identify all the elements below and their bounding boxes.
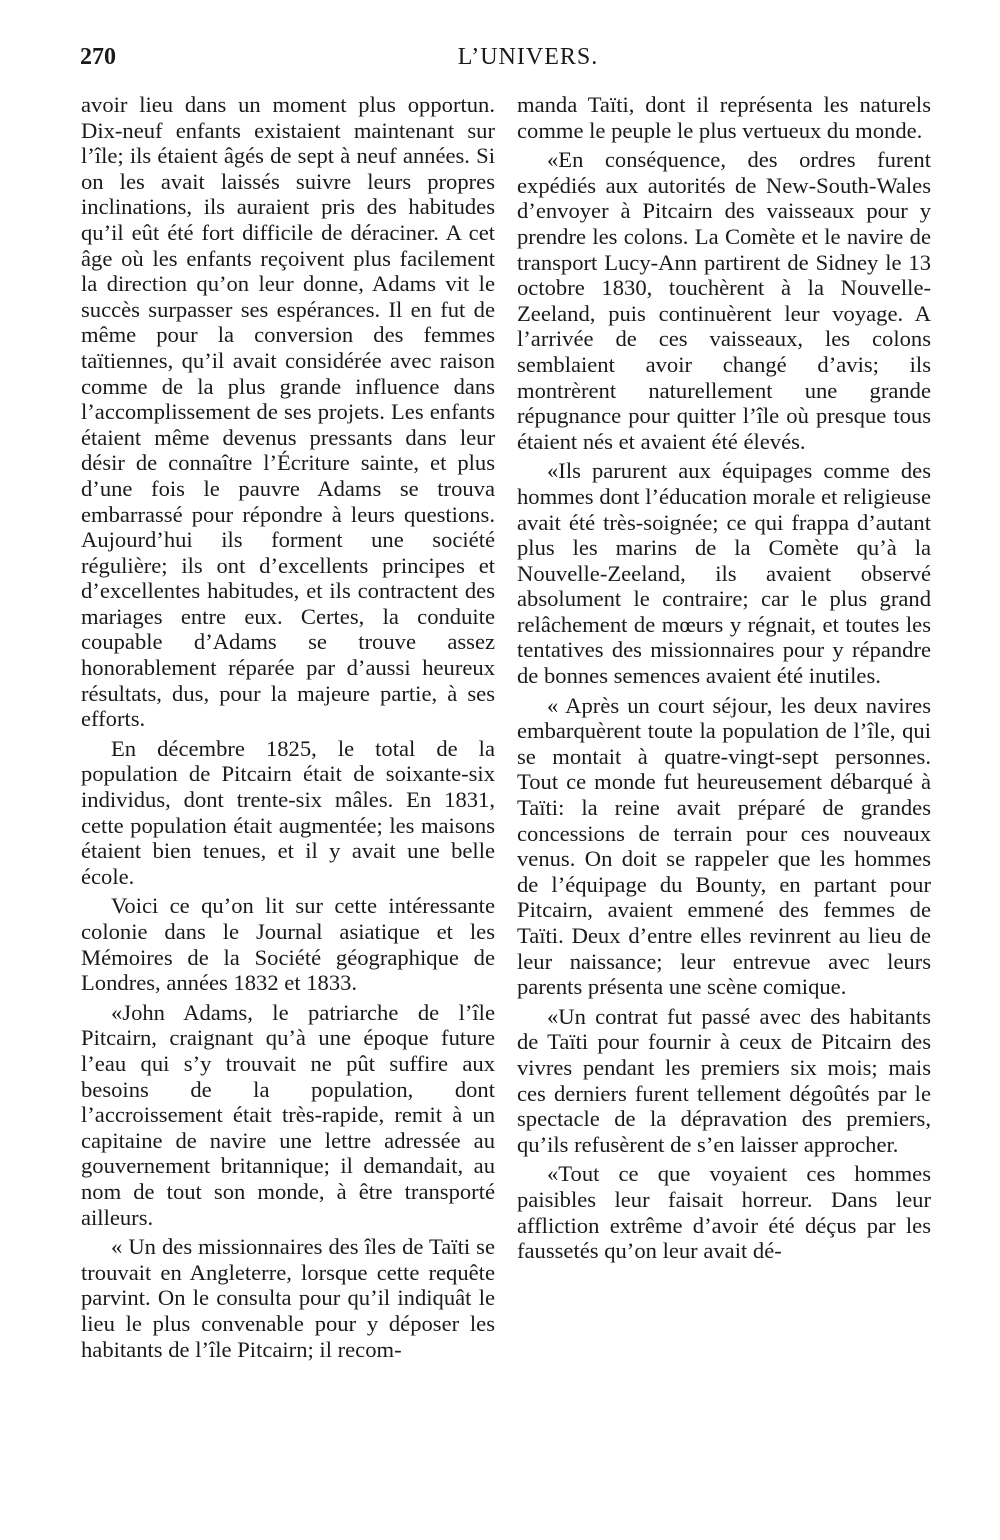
- paragraph: «Un contrat fut passé avec des habitants de Taïti pour fournir à ceux de Pitcairn des vivres pendant les premiers six mois; mais ces derniers furent tellement dégoûtés par le spectacle de la dépravation des premiers, qu’ils refusèrent de s’en laisser approcher.: [517, 1003, 931, 1157]
- paragraph: avoir lieu dans un moment plus opportun. Dix-neuf enfants existaient maintenant sur l’île; ils étaient âgés de sept à neuf années. Si on les avait laissés suivre leurs propres inclinations, ils auraient pris des habitudes qu’il eût été fort difficile de déraciner. A cet âge où les enfants reçoivent plus facilement la direction qu’on leur donne, Adams vit le succès surpasser ses espérances. Il en fut de même pour la conversion des femmes taïtiennes, qu’il avait considérée avec raison comme de la plus grande influence dans l’accomplissement de ses projets. Les enfants étaient même devenus pressants dans leur désir de connaître l’Écriture sainte, et plus d’une fois le pauvre Adams se trouva embarrassé pour répondre à leurs questions. Aujourd’hui ils forment une société régulière; ils ont d’excellents principes et d’excellentes habitudes, et ils contractent des mariages entre eux. Certes, la conduite coupable d’Adams se trouve assez honorablement réparée par d’aussi heureux résultats, dus, pour la majeure partie, à ses efforts.: [81, 92, 495, 732]
- paragraph: manda Taïti, dont il représenta les naturels comme le peuple le plus vertueux du monde.: [517, 92, 931, 143]
- paragraph: En décembre 1825, le total de la population de Pitcairn était de soixante-six individus, dont trente-six mâles. En 1831, cette population était augmentée; les maisons étaient bien tenues, et il y avait une belle école.: [81, 735, 495, 889]
- paragraph: « Un des missionnaires des îles de Taïti se trouvait en Angleterre, lorsque cette requête parvint. On le consulta pour qu’il indiquât le lieu le plus convenable pour y déposer les habitants de l’île Pitcairn; il recom-: [81, 1234, 495, 1362]
- paragraph: «John Adams, le patriarche de l’île Pitcairn, craignant qu’à une époque future l’eau qui s’y trouvait ne pût suffire aux besoins de la population, dont l’accroissement était très-rapide, remit à un capitaine de navire une lettre adressée au gouvernement britannique; il demandait, au nom de tout son monde, à être transporté ailleurs.: [81, 999, 495, 1230]
- running-title: L’UNIVERS.: [457, 44, 599, 70]
- right-column: [517, 92, 931, 1268]
- left-column: [81, 92, 495, 1366]
- page-header: [80, 44, 936, 78]
- paragraph: «En conséquence, des ordres furent expédiés aux autorités de New-South-Wales d’envoyer à Pitcairn des vaisseaux pour y prendre les colons. La Comète et le navire de transport Lucy-Ann partirent de Sidney le 13 octobre 1830, touchèrent à la Nouvelle-Zeeland, puis continuèrent leur voyage. A l’arrivée de ces vaisseaux, les colons semblaient avoir changé d’avis; ils montrèrent naturellement une grande répugnance pour quitter l’île où presque tous étaient nés et avaient été élevés.: [517, 147, 931, 454]
- page-number: 270: [80, 44, 116, 70]
- paragraph: Voici ce qu’on lit sur cette intéressante colonie dans le Journal asiatique et les Mémoires de la Société géographique de Londres, années 1832 et 1833.: [81, 893, 495, 996]
- paragraph: «Tout ce que voyaient ces hommes paisibles leur faisait horreur. Dans leur affliction extrême d’avoir été déçus par les faussetés qu’on leur avait dé-: [517, 1161, 931, 1264]
- paragraph: « Après un court séjour, les deux navires embarquèrent toute la population de l’île, qui se montait à quatre-vingt-sept personnes. Tout ce monde fut heureusement débarqué à Taïti: la reine avait préparé de grandes concessions de terrain pour ces nouveaux venus. On doit se rappeler que les hommes de l’équipage du Bounty, en partant pour Pitcairn, avaient emmené des femmes de Taïti. Deux d’entre elles revinrent au lieu de leur naissance; leur entrevue avec leurs parents présenta une scène comique.: [517, 692, 931, 1000]
- paragraph: «Ils parurent aux équipages comme des hommes dont l’éducation morale et religieuse avait été très-soignée; ce qui frappa d’autant plus les marins de la Comète qu’à la Nouvelle-Zeeland, ils avaient observé absolument le contraire; car le plus grand relâchement de mœurs y régnait, et toutes les tentatives des missionnaires pour y répandre de bonnes semences avaient été inutiles.: [517, 458, 931, 689]
